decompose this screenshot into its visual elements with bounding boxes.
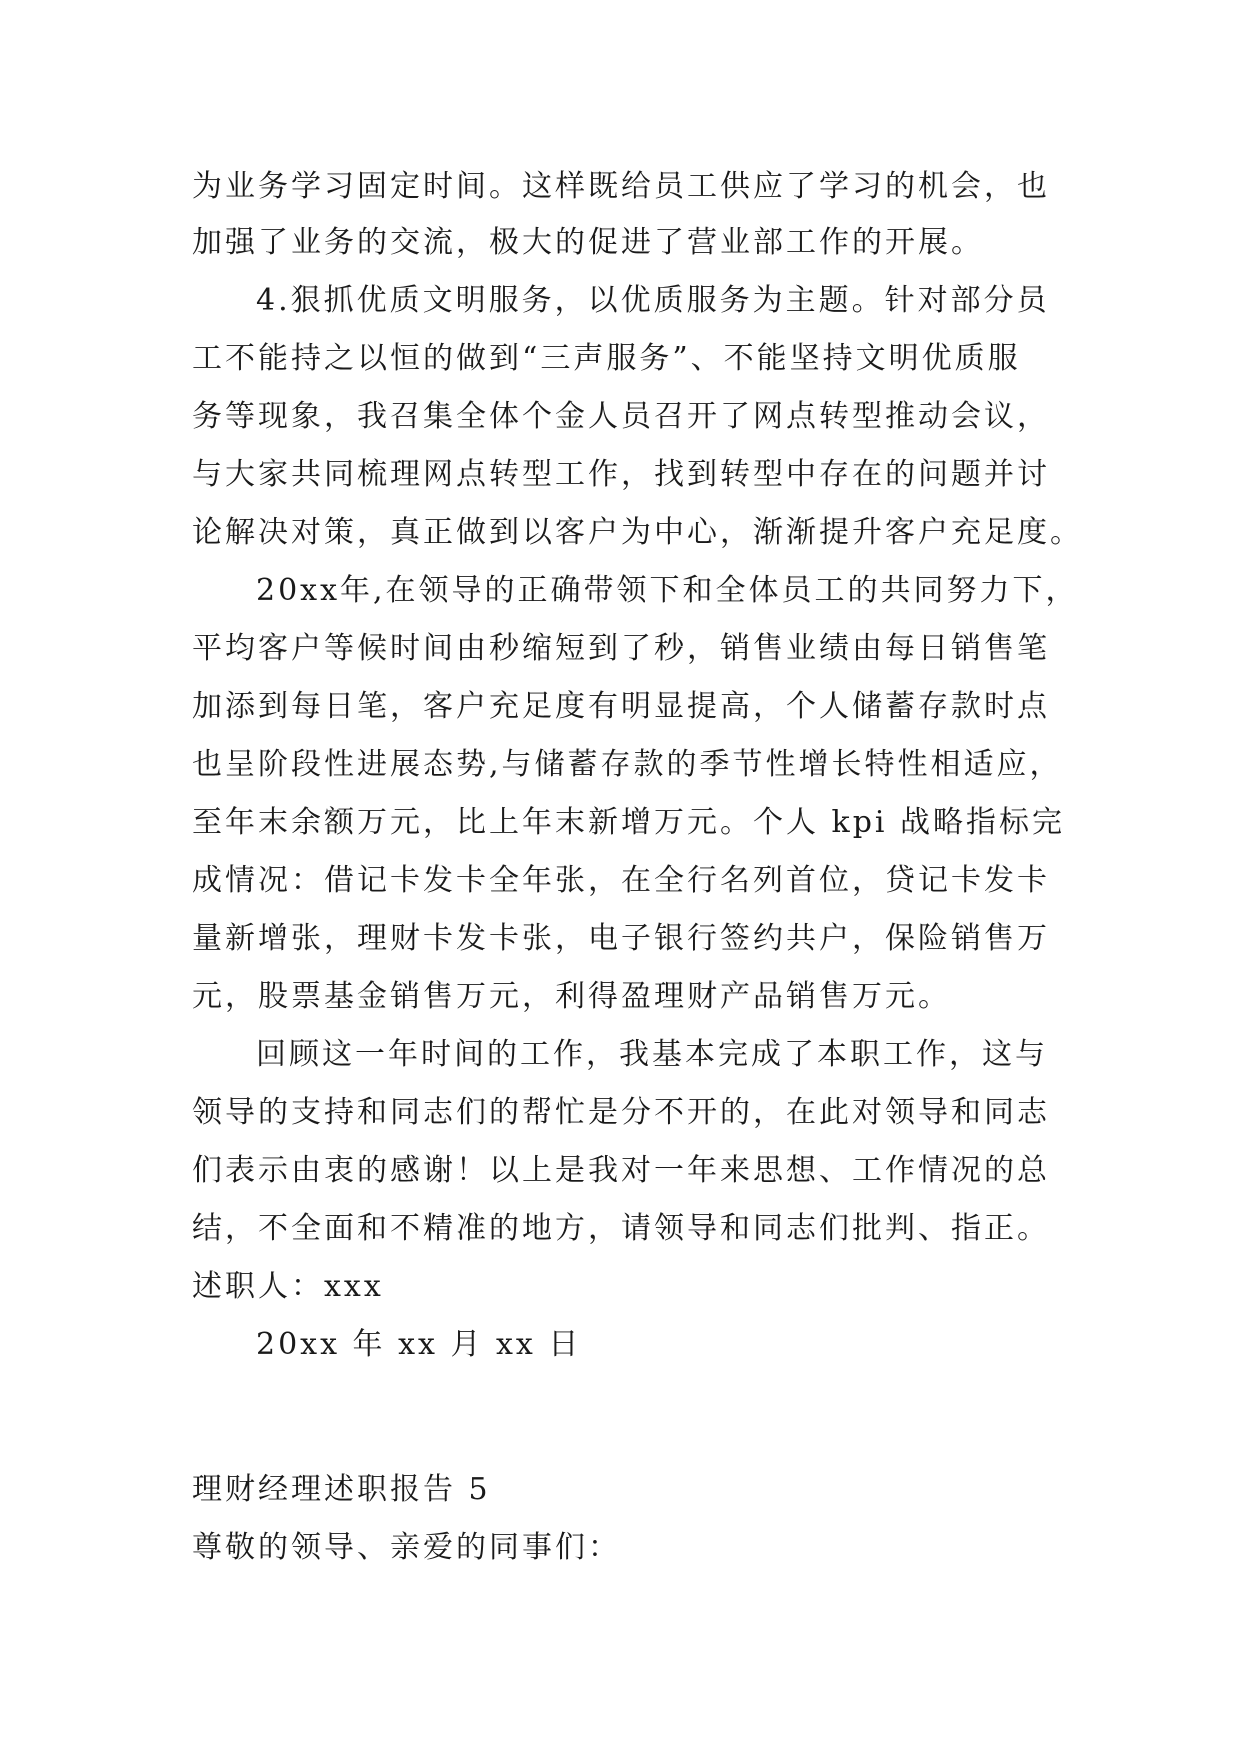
paragraph-line: 元，股票基金销售万元，利得盈理财产品销售万元。	[192, 979, 951, 1014]
paragraph-line: 领导的支持和同志们的帮忙是分不开的，在此对领导和同志	[192, 1095, 1050, 1130]
paragraph-line: 与大家共同梳理网点转型工作，找到转型中存在的问题并讨	[192, 457, 1050, 492]
paragraph-line: 加添到每日笔，客户充足度有明显提高，个人储蓄存款时点	[192, 689, 1050, 724]
paragraph-line: 加强了业务的交流，极大的促进了营业部工作的开展。	[192, 225, 984, 260]
paragraph-line: 结，不全面和不精准的地方，请领导和同志们批判、指正。	[192, 1211, 1050, 1246]
paragraph-line: 们表示由衷的感谢！以上是我对一年来思想、工作情况的总	[192, 1153, 1050, 1188]
paragraph-line: 至年末余额万元，比上年末新增万元。个人 kpi 战略指标完	[192, 805, 1066, 840]
date-line: 20xx 年 xx 月 xx 日	[256, 1327, 582, 1362]
paragraph-line: 务等现象，我召集全体个金人员召开了网点转型推动会议，	[192, 399, 1050, 434]
paragraph-line: 回顾这一年时间的工作，我基本完成了本职工作，这与	[256, 1037, 1048, 1072]
section-title: 理财经理述职报告 5	[192, 1472, 491, 1507]
paragraph-line: 成情况：借记卡发卡全年张，在全行名列首位，贷记卡发卡	[192, 863, 1050, 898]
paragraph-line: 论解决对策，真正做到以客户为中心，渐渐提升客户充足度。	[192, 515, 1083, 550]
paragraph-line: 量新增张，理财卡发卡张，电子银行签约共户，保险销售万	[192, 921, 1050, 956]
salutation: 尊敬的领导、亲爱的同事们：	[192, 1530, 621, 1565]
paragraph-line: 也呈阶段性进展态势,与储蓄存款的季节性增长特性相适应，	[192, 747, 1063, 782]
paragraph-line: 4.狠抓优质文明服务，以优质服务为主题。针对部分员	[256, 283, 1050, 318]
signature-line: 述职人：xxx	[192, 1269, 384, 1304]
paragraph-line: 为业务学习固定时间。这样既给员工供应了学习的机会，也	[192, 169, 1050, 204]
paragraph-line: 20xx年,在领导的正确带领下和全体员工的共同努力下，	[256, 573, 1079, 608]
paragraph-line: 工不能持之以恒的做到“三声服务”、不能坚持文明优质服	[192, 341, 1021, 376]
paragraph-line: 平均客户等候时间由秒缩短到了秒，销售业绩由每日销售笔	[192, 631, 1050, 666]
